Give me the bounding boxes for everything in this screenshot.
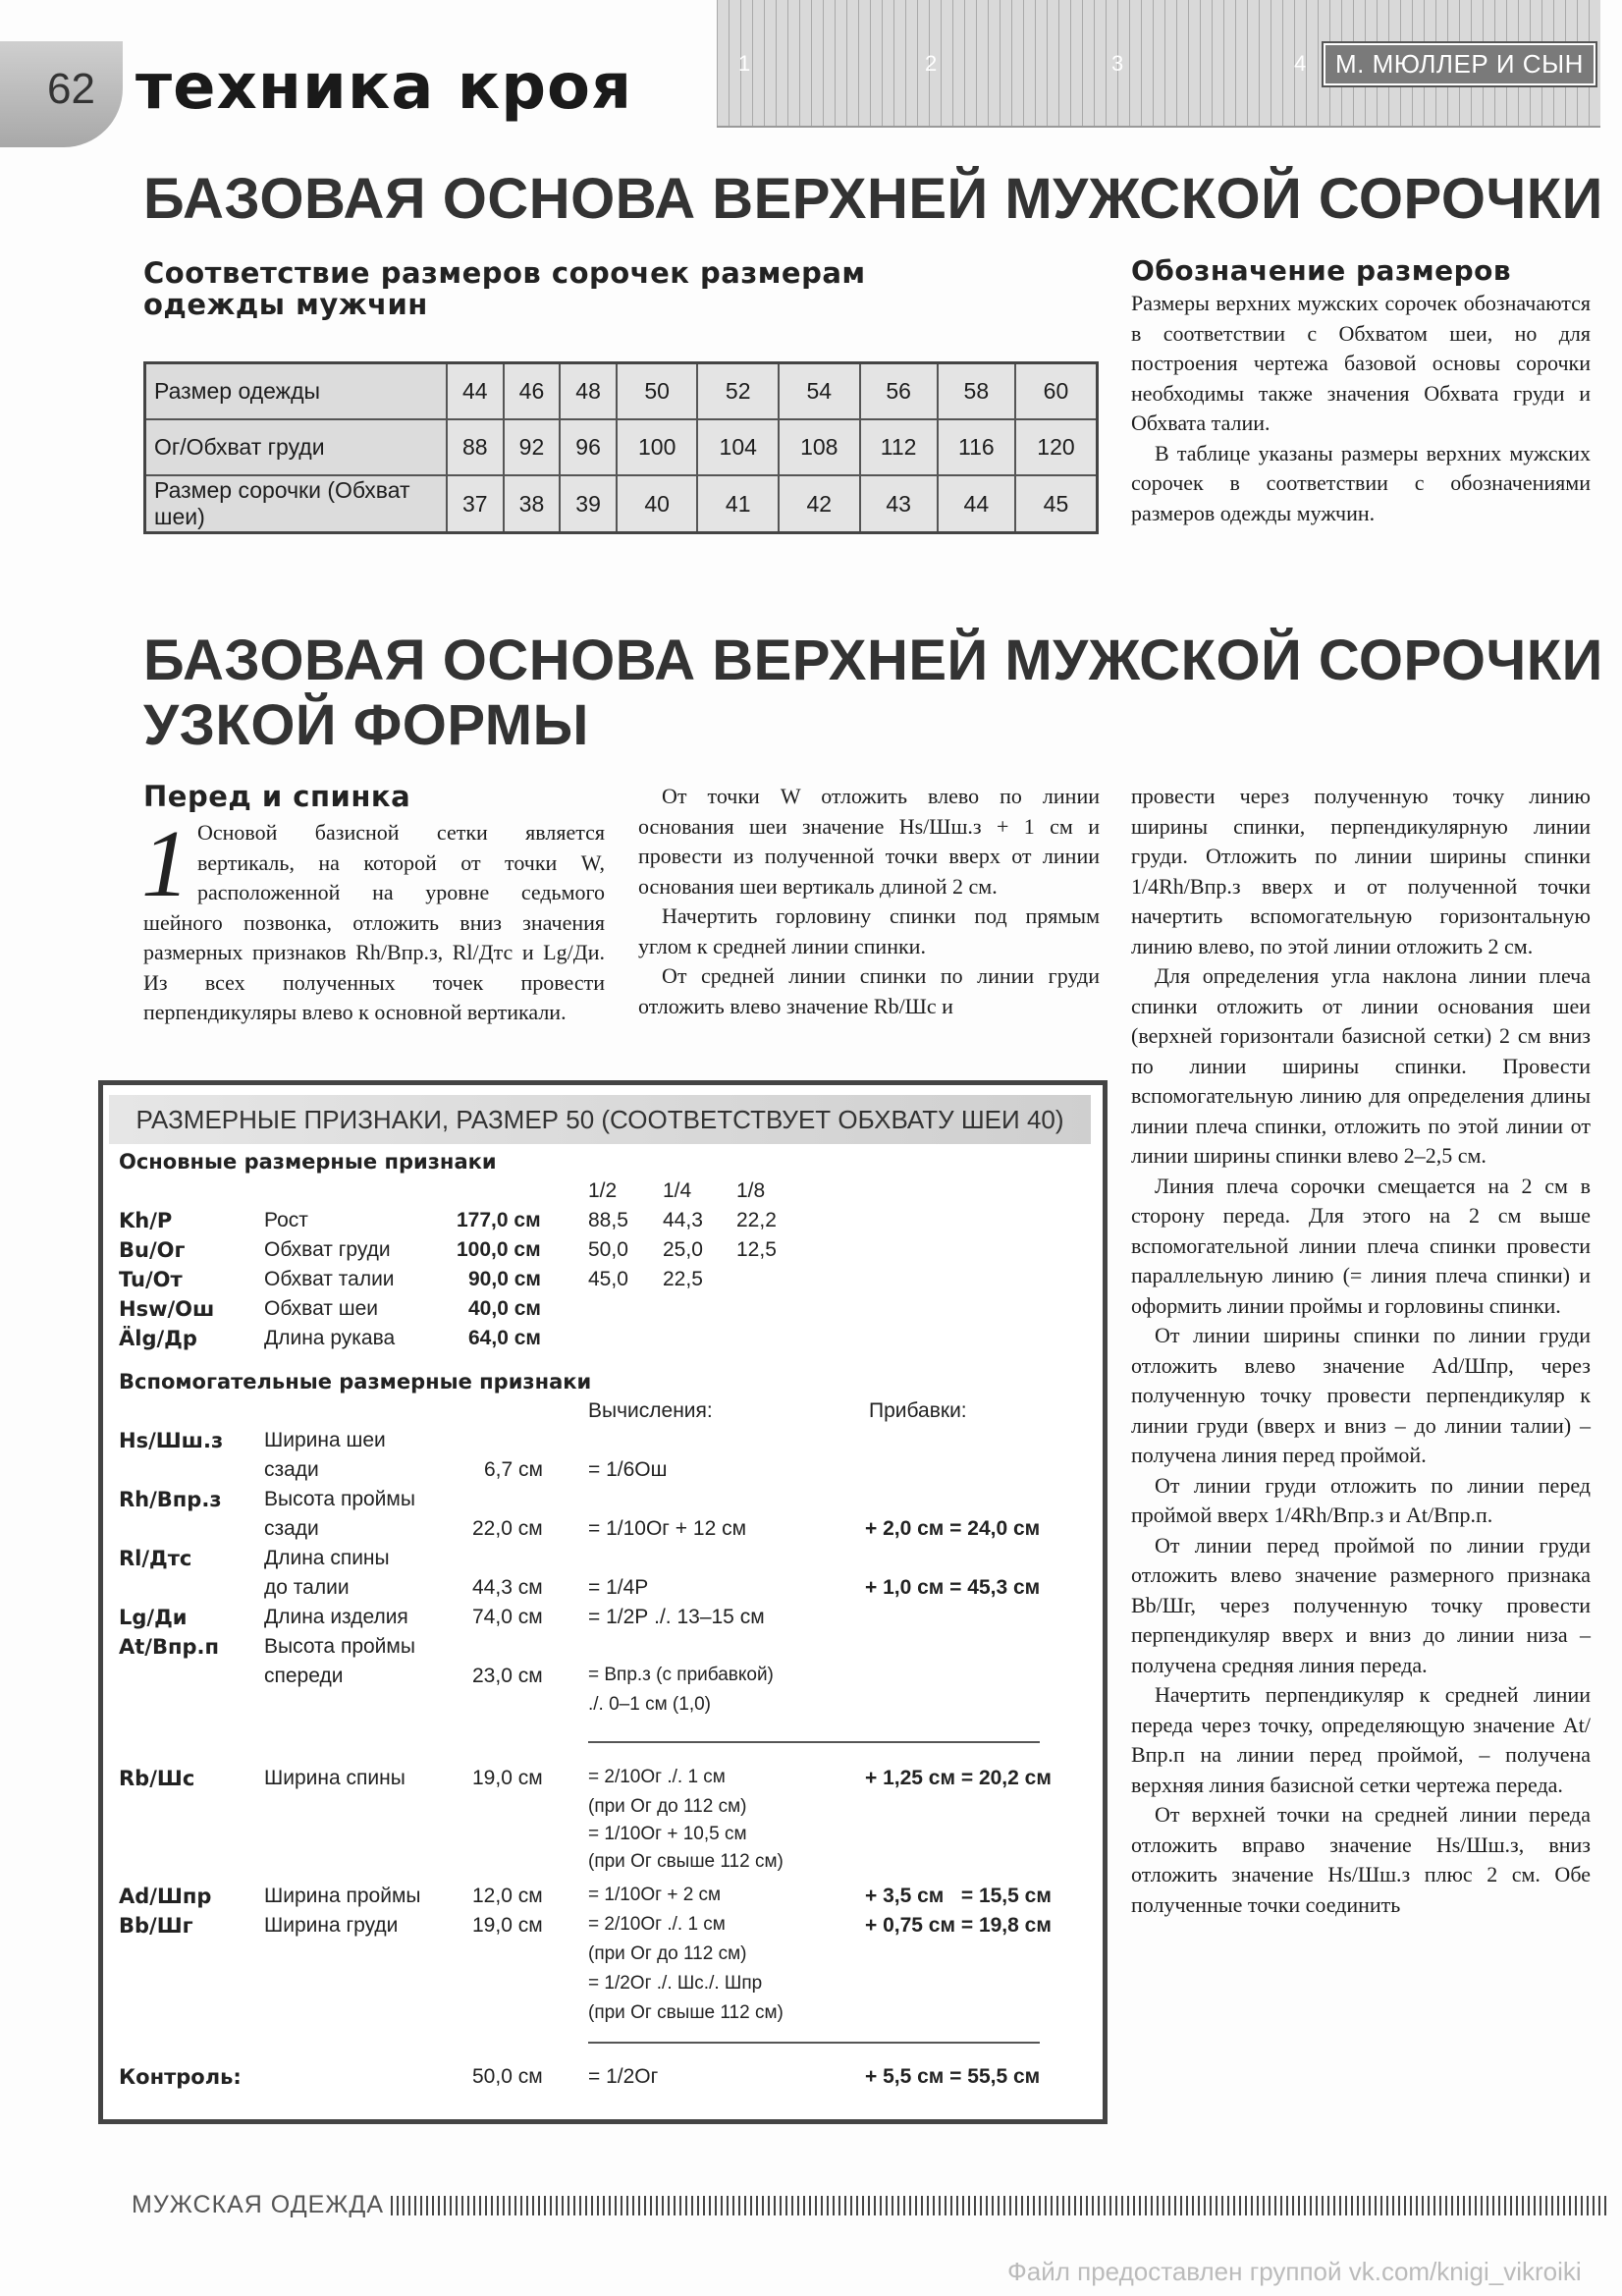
table-cell: 43 (860, 475, 938, 533)
control-label: Контроль: (119, 2065, 242, 2089)
fraction-value: 44,3 (663, 1209, 703, 1231)
fraction-header: 1/8 (736, 1179, 766, 1202)
measure-name: Обхват груди (264, 1238, 391, 1261)
measure-name: Ширина спины (264, 1767, 406, 1789)
measure-name: Высота проймы (264, 1488, 415, 1510)
calc-formula: = 1/10Ог + 10,5 см (588, 1824, 747, 1844)
calc-formula: = 2/10Ог ./. 1 см (588, 1914, 726, 1935)
addition-value: + 1,25 см = 20,2 см (865, 1767, 1052, 1789)
measure-value: 50,0 см (472, 2065, 543, 2088)
measure-code: Lg/Ди (119, 1606, 188, 1629)
calc-formula: = 2/10Ог ./. 1 см (588, 1767, 726, 1787)
publisher-badge: М. МЮЛЛЕР И СЫН (1324, 43, 1595, 85)
paragraph: От линии перед проймой по линии груди отложить влево значение размерного признака Bb/Шг, через полученную точку провести перпендикуляр вверх и вниз до линии низа – получена средняя линия переда. (1131, 1532, 1591, 1677)
table-cell: 37 (447, 475, 504, 533)
calc-formula: = 1/2Ог (588, 2065, 659, 2088)
footer-section-label: МУЖСКАЯ ОДЕЖДА (132, 2191, 384, 2218)
calc-formula: = 1/2Р ./. 13–15 см (588, 1606, 765, 1628)
measure-value: 90,0 см (468, 1268, 541, 1290)
measure-value: 19,0 см (472, 1767, 543, 1789)
text-column-2 (638, 782, 1100, 1021)
title-line: БАЗОВАЯ ОСНОВА ВЕРХНЕЙ МУЖСКОЙ СОРОЧКИ (143, 629, 1603, 692)
table-cell: 44 (447, 363, 504, 420)
footer-decorative-bars (391, 2196, 1608, 2215)
table-cell: 112 (860, 419, 938, 475)
article-subtitle (143, 629, 1603, 758)
row-label: Размер сорочки (Обхват шеи) (145, 475, 448, 533)
addition-value: + 1,0 см = 45,3 см (865, 1576, 1041, 1599)
size-table-heading (143, 257, 866, 320)
measure-value: 74,0 см (472, 1606, 543, 1628)
measure-code: Älg/Др (119, 1327, 197, 1350)
fraction-value: 88,5 (588, 1209, 628, 1231)
row-label: Ог/Обхват груди (145, 419, 448, 475)
table-row (145, 363, 1098, 420)
table-cell: 41 (697, 475, 779, 533)
measure-value: 23,0 см (472, 1665, 543, 1687)
page-number: 62 (47, 65, 95, 113)
calc-formula: (при Ог свыше 112 см) (588, 1851, 784, 1872)
aux-measurements-heading: Вспомогательные размерные признаки (119, 1370, 592, 1394)
fraction-value: 50,0 (588, 1238, 628, 1261)
fraction-value: 22,2 (736, 1209, 777, 1231)
sizes-note (1131, 255, 1591, 528)
calc-formula: = 1/10Ог + 12 см (588, 1517, 747, 1540)
table-row (145, 475, 1098, 533)
measure-code: At/Впр.п (119, 1635, 219, 1659)
measure-name: Обхват талии (264, 1268, 395, 1290)
ruler-number: 3 (1111, 51, 1124, 76)
measurements-box-title: РАЗМЕРНЫЕ ПРИЗНАКИ, РАЗМЕР 50 (СООТВЕТСТВУЕТ ОБХВАТУ ШЕИ 40) (109, 1095, 1091, 1144)
table-cell: 116 (938, 419, 1015, 475)
measure-code: Tu/От (119, 1268, 183, 1291)
fraction-header: 1/2 (588, 1179, 618, 1202)
measure-name: Длина изделия (264, 1606, 408, 1628)
table-cell: 58 (938, 363, 1015, 420)
addition-value: + 3,5 см = 15,5 см (865, 1885, 1052, 1907)
measure-code: Bu/Ог (119, 1238, 186, 1262)
measure-code: Bb/Шг (119, 1914, 193, 1938)
table-cell: 120 (1015, 419, 1098, 475)
table-row (145, 419, 1098, 475)
table-cell: 42 (779, 475, 860, 533)
paragraph: Начертить перпендикуляр к средней линии переда через точку, определяющую значение At/Впр.п на линии перед проймой, – получена верхняя линия базисной сетки чертежа переда. (1131, 1682, 1591, 1797)
heading-line: одежды мужчин (143, 288, 428, 321)
table-cell: 60 (1015, 363, 1098, 420)
calc-formula: (при Ог до 112 см) (588, 1796, 747, 1817)
text-column-3 (1131, 782, 1591, 1920)
drop-cap: 1 (141, 811, 189, 917)
section-title: техника кроя (135, 51, 633, 124)
measure-code: Kh/P (119, 1209, 173, 1232)
measure-name: сзади (264, 1517, 319, 1540)
paragraph: От средней линии спинки по линии груди отложить влево значение Rb/Шс и (638, 963, 1100, 1018)
calc-formula: (при Ог до 112 см) (588, 1943, 747, 1964)
table-cell: 46 (504, 363, 561, 420)
measure-value: 177,0 см (457, 1209, 541, 1231)
measure-name: Рост (264, 1209, 308, 1231)
addition-value: + 5,5 см = 55,5 см (865, 2065, 1041, 2088)
paragraph: провести через полученную точку линию ширины спинки, перпендикулярную линии груди. Отложить по линии ширины спинки 1/4Rh/Впр.з вверх и от полученной точки начертить вспомогательную горизонтальную линию влево, по этой линии отложить 2 см. (1131, 784, 1591, 958)
table-cell: 50 (617, 363, 698, 420)
paragraph: От линии груди отложить по линии перед проймой вверх 1/4Rh/Впр.з и At/Впр.п. (1131, 1472, 1591, 1527)
additions-header: Прибавки: (869, 1399, 967, 1422)
table-cell: 40 (617, 475, 698, 533)
measure-value: 44,3 см (472, 1576, 543, 1599)
heading-line: Соответствие размеров сорочек размерам (143, 256, 866, 290)
fraction-value: 45,0 (588, 1268, 628, 1290)
credit-watermark: Файл предоставлен группой vk.com/knigi_vikroiki (1007, 2257, 1582, 2286)
fraction-value: 25,0 (663, 1238, 703, 1261)
table-cell: 96 (560, 419, 617, 475)
table-cell: 92 (504, 419, 561, 475)
front-back-section (143, 781, 605, 1028)
paragraph: От линии ширины спинки по линии груди отложить влево значение Ad/Шпр, через полученную точку провести перпендикуляр к линии груди (вверх и вниз – до линии талии) – получена линия перед проймой. (1131, 1323, 1591, 1467)
measure-value: 40,0 см (468, 1297, 541, 1320)
addition-value: + 0,75 см = 19,8 см (865, 1914, 1052, 1937)
measure-code: Hs/Шш.з (119, 1429, 224, 1452)
measure-value: 22,0 см (472, 1517, 543, 1540)
measure-code: Rl/Дтс (119, 1547, 192, 1570)
measure-name: до талии (264, 1576, 350, 1599)
main-measurements-heading: Основные размерные признаки (119, 1150, 497, 1174)
table-cell: 52 (697, 363, 779, 420)
addition-value: + 2,0 см = 24,0 см (865, 1517, 1041, 1540)
paragraph: Основой базисной сетки является вертикаль, на которой от точки W, расположенной на уровне седьмого шейного позвонка, отложить вниз значения размерных признаков Rh/Впр.з, Rl/Дтс и Lg/Ди. Из всех полученных точек провести перпендикуляры влево к основной вертикали. (143, 820, 605, 1024)
measurements-box (98, 1080, 1108, 2124)
calc-formula: = Впр.з (с прибавкой) (588, 1665, 774, 1685)
measure-name: Обхват шеи (264, 1297, 379, 1320)
paragraph: Линия плеча сорочки смещается на 2 см в сторону переда. Для этого на 2 см выше вспомогательной линии плеча спинки провести параллельную линию (= линия плеча спинки) и оформить линии проймы и горловины спинки. (1131, 1173, 1591, 1318)
measure-value: 12,0 см (472, 1885, 543, 1907)
fraction-value: 12,5 (736, 1238, 777, 1261)
table-cell: 38 (504, 475, 561, 533)
size-correspondence-table (143, 361, 1099, 534)
calc-formula: = 1/4Р (588, 1576, 649, 1599)
table-cell: 45 (1015, 475, 1098, 533)
fraction-header: 1/4 (663, 1179, 692, 1202)
measure-code: Rh/Впр.з (119, 1488, 222, 1511)
paragraph: Размеры верхних мужских сорочек обозначаются в соответствии с Обхватом шеи, но для построения чертежа базовой основы сорочки необходимы также значения Обхвата груди и Обхвата талии. (1131, 291, 1591, 435)
measure-value: 64,0 см (468, 1327, 541, 1349)
ruler-number: 2 (925, 51, 938, 76)
paragraph: Начертить горловину спинки под прямым углом к средней линии спинки. (638, 903, 1100, 958)
table-cell: 88 (447, 419, 504, 475)
calc-formula: = 1/6Ош (588, 1458, 668, 1481)
measure-value: 100,0 см (457, 1238, 541, 1261)
table-cell: 54 (779, 363, 860, 420)
table-cell: 100 (617, 419, 698, 475)
calc-formula: = 1/2Ог ./. Шс./. Шпр (588, 1973, 763, 1994)
article-title: БАЗОВАЯ ОСНОВА ВЕРХНЕЙ МУЖСКОЙ СОРОЧКИ (143, 167, 1603, 231)
paragraph: От верхней точки на средней линии переда отложить вправо значение Hs/Шш.з, вниз отложить значение Hs/Шш.з плюс 2 см. Обе полученные точки соединить (1131, 1802, 1591, 1917)
measure-value: 6,7 см (484, 1458, 543, 1481)
calc-header: Вычисления: (588, 1399, 713, 1422)
measure-name: Ширина проймы (264, 1885, 421, 1907)
title-line: УЗКОЙ ФОРМЫ (143, 693, 589, 757)
measure-name: Длина рукава (264, 1327, 396, 1349)
divider (588, 1741, 1040, 1743)
calc-formula: ./. 0–1 см (1,0) (588, 1694, 712, 1715)
measure-code: Hsw/Ош (119, 1297, 215, 1321)
measure-name: сзади (264, 1458, 319, 1481)
ruler-number: 1 (738, 51, 751, 76)
measure-name: Высота проймы (264, 1635, 415, 1658)
paragraph: От точки W отложить влево по линии основания шеи значение Hs/Шш.з + 1 см и провести из полученной точки вверх от линии основания шеи вертикаль длиной 2 см. (638, 784, 1100, 899)
paragraph: Для определения угла наклона линии плеча спинки отложить от линии основания шеи (верхней горизонтали базисной сетки) 2 см вниз по линии ширины спинки. Провести вспомогательную линию для определения длины линии плеча спинки, отложить по этой линии от линии ширины спинки влево 2–2,5 см. (1131, 963, 1591, 1168)
measure-value: 19,0 см (472, 1914, 543, 1937)
measure-code: Ad/Шпр (119, 1885, 212, 1908)
section-heading: Перед и спинка (143, 780, 411, 813)
measure-name: Длина спины (264, 1547, 390, 1569)
measure-name: спереди (264, 1665, 344, 1687)
fraction-value: 22,5 (663, 1268, 703, 1290)
measure-name: Ширина шеи (264, 1429, 386, 1451)
table-cell: 108 (779, 419, 860, 475)
table-cell: 48 (560, 363, 617, 420)
table-cell: 39 (560, 475, 617, 533)
measure-code: Rb/Шс (119, 1767, 195, 1790)
ruler-number: 4 (1294, 51, 1307, 76)
table-cell: 56 (860, 363, 938, 420)
measure-name: Ширина груди (264, 1914, 399, 1937)
table-cell: 44 (938, 475, 1015, 533)
table-cell: 104 (697, 419, 779, 475)
divider (588, 2042, 1040, 2044)
row-label: Размер одежды (145, 363, 448, 420)
calc-formula: = 1/10Ог + 2 см (588, 1885, 722, 1905)
calc-formula: (при Ог свыше 112 см) (588, 2002, 784, 2023)
sizes-note-heading: Обозначение размеров (1131, 254, 1512, 287)
paragraph: В таблице указаны размеры верхних мужских сорочек в соответствии с обозначениями размеров одежды мужчин. (1131, 440, 1591, 525)
